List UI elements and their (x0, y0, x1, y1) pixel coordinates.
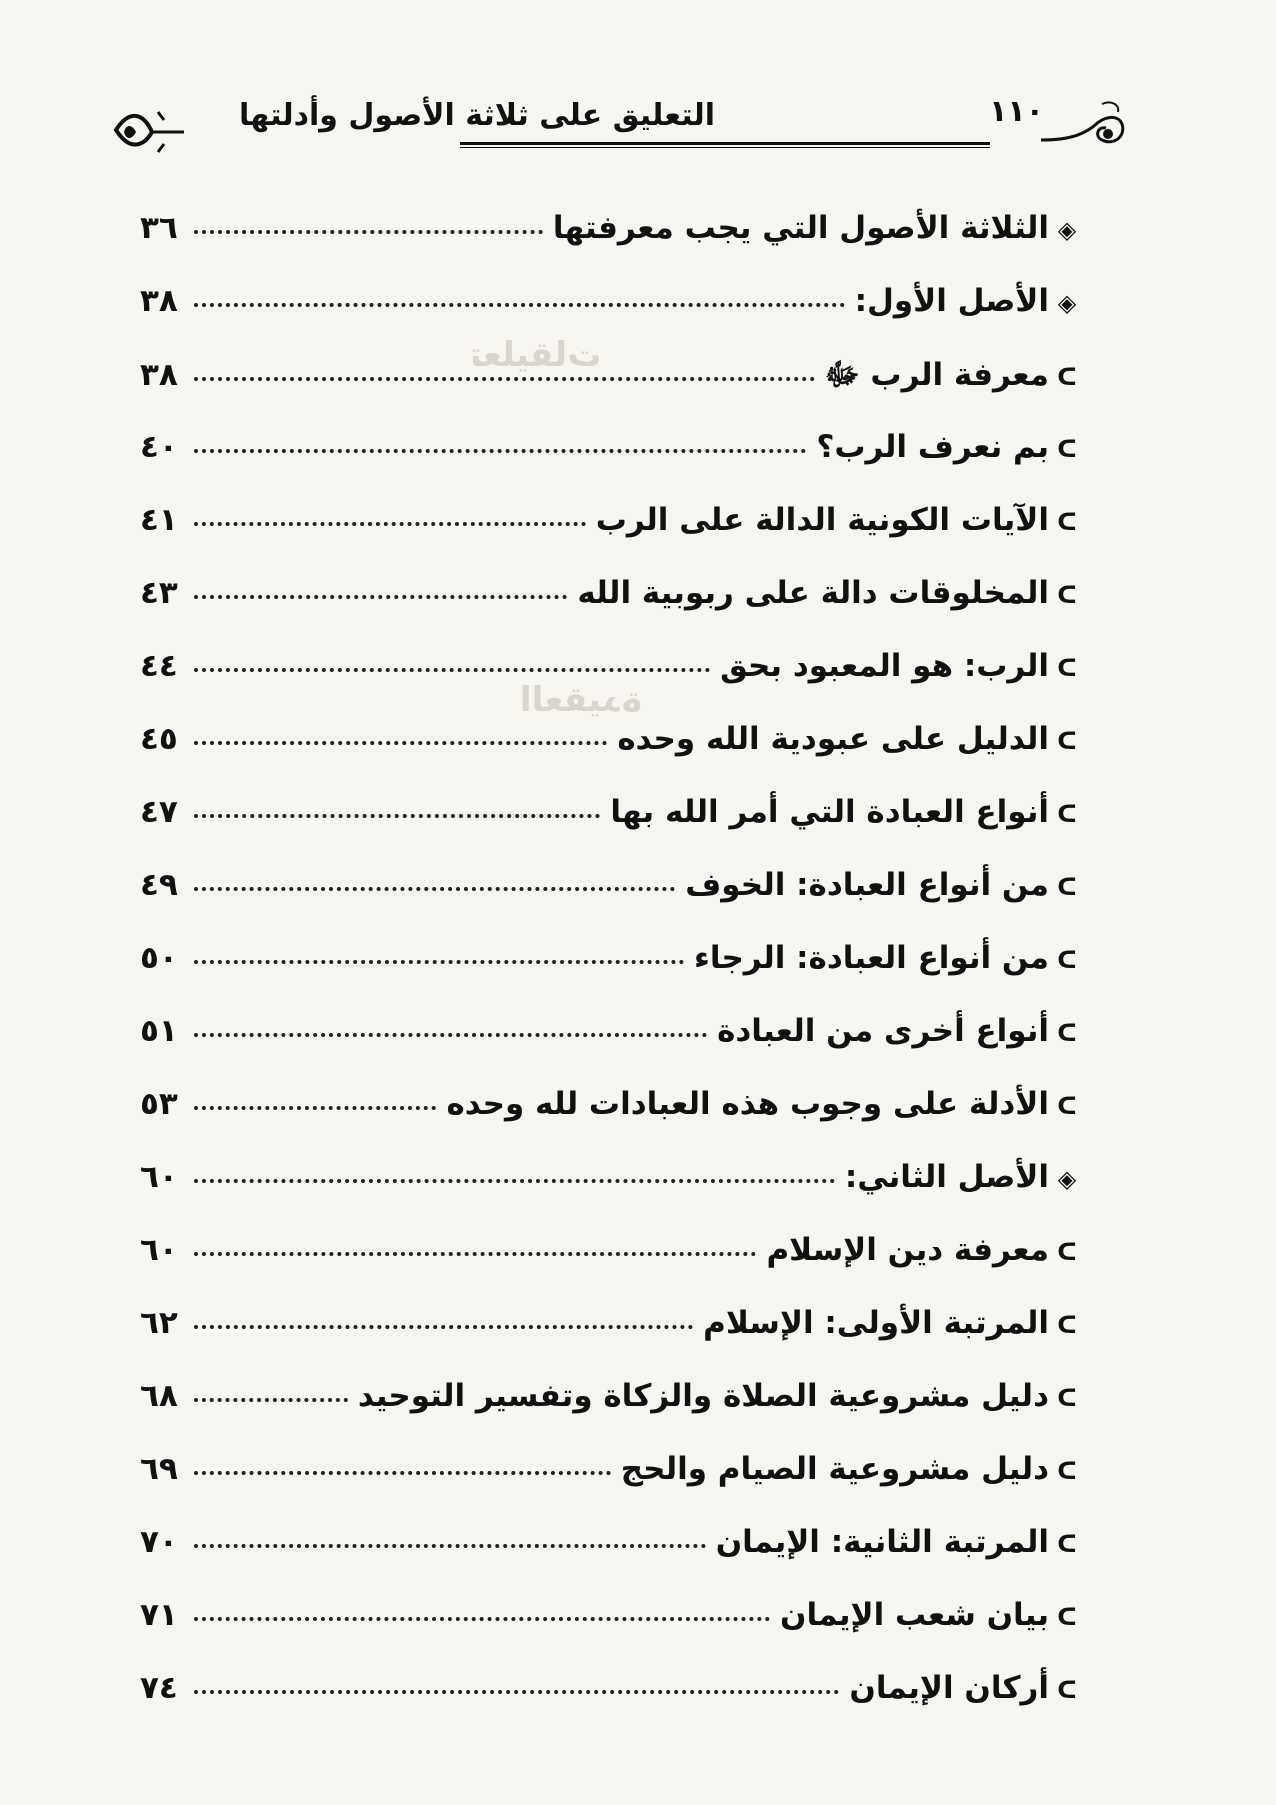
toc-entry-page: ٤٠ (140, 429, 178, 465)
toc-entry (140, 1013, 1085, 1086)
toc-entry-page: ٦٠ (140, 1232, 178, 1268)
dot-leader (194, 1544, 706, 1548)
toc-entry-page: ٥٣ (140, 1086, 178, 1122)
crescent-icon: ᑕ (1057, 1311, 1077, 1339)
toc-entry-page: ٤١ (140, 502, 178, 538)
table-of-contents (140, 210, 1085, 1743)
page-header (110, 88, 1110, 168)
toc-entry-title: الرب: هو المعبود بحق (720, 648, 1049, 684)
toc-entry-page: ٤٣ (140, 575, 178, 611)
diamond-icon: ◈ (1057, 289, 1077, 317)
crescent-icon: ᑕ (1057, 800, 1077, 828)
toc-entry-title: الأصل الأول: (854, 283, 1049, 319)
toc-entry-page: ٣٨ (140, 357, 178, 393)
crescent-icon: ᑕ (1057, 1457, 1077, 1485)
toc-entry-page: ٧٤ (140, 1670, 178, 1706)
dot-leader (194, 1033, 707, 1037)
dot-leader (194, 741, 607, 745)
toc-entry-title: من أنواع العبادة: الرجاء (693, 940, 1049, 976)
crescent-icon: ᑕ (1057, 727, 1077, 755)
toc-entry (140, 1232, 1085, 1305)
crescent-icon: ᑕ (1057, 1676, 1077, 1704)
toc-entry-title: الآيات الكونية الدالة على الرب (595, 502, 1049, 538)
toc-entry (140, 940, 1085, 1013)
toc-entry-page: ٤٥ (140, 721, 178, 757)
diamond-icon: ◈ (1057, 1165, 1077, 1193)
dot-leader (194, 1325, 693, 1329)
toc-entry-title: معرفة الرب ﷻ (824, 357, 1049, 393)
crescent-icon: ᑕ (1057, 508, 1077, 536)
toc-entry-title: المرتبة الأولى: الإسلام (703, 1305, 1049, 1341)
ornament-icon (1036, 96, 1126, 160)
toc-entry (140, 1159, 1085, 1232)
toc-entry (140, 575, 1085, 648)
dot-leader (194, 814, 600, 818)
toc-entry (140, 1524, 1085, 1597)
toc-entry (140, 1305, 1085, 1378)
toc-entry-page: ٣٦ (140, 210, 178, 246)
diamond-icon: ◈ (1057, 216, 1077, 244)
toc-entry-title: بيان شعب الإيمان (779, 1597, 1049, 1633)
ornament-icon (106, 96, 186, 164)
toc-entry (140, 429, 1085, 502)
toc-entry-title: المرتبة الثانية: الإيمان (715, 1524, 1049, 1560)
dot-leader (194, 1471, 611, 1475)
header-rule (460, 142, 990, 148)
toc-entry-title: الأدلة على وجوب هذه العبادات لله وحده (446, 1086, 1049, 1122)
dot-leader (194, 960, 684, 964)
dot-leader (194, 377, 815, 381)
dot-leader (194, 1617, 770, 1621)
toc-entry-page: ٦٢ (140, 1305, 178, 1341)
toc-entry-page: ٥٠ (140, 940, 178, 976)
toc-entry-title: بم نعرف الرب؟ (816, 429, 1049, 465)
toc-entry (140, 1451, 1085, 1524)
toc-entry (140, 648, 1085, 721)
toc-entry-title: دليل مشروعية الصيام والحج (620, 1451, 1049, 1487)
dot-leader (194, 1179, 835, 1183)
toc-entry-title: الأصل الثاني: (844, 1159, 1049, 1195)
toc-entry-title: أنواع العبادة التي أمر الله بها (610, 794, 1049, 830)
dot-leader (194, 1106, 436, 1110)
toc-entry (140, 721, 1085, 794)
toc-entry-title: الدليل على عبودية الله وحده (617, 721, 1049, 757)
crescent-icon: ᑕ (1057, 873, 1077, 901)
toc-entry (140, 1378, 1085, 1451)
crescent-icon: ᑕ (1057, 654, 1077, 682)
crescent-icon: ᑕ (1057, 363, 1077, 391)
toc-entry-page: ٥١ (140, 1013, 178, 1049)
dot-leader (194, 522, 586, 526)
toc-entry (140, 502, 1085, 575)
toc-entry-title: معرفة دين الإسلام (766, 1232, 1049, 1268)
toc-entry-page: ٧٠ (140, 1524, 178, 1560)
dot-leader (194, 1690, 839, 1694)
toc-entry-title: دليل مشروعية الصلاة والزكاة وتفسير التوحيد (357, 1378, 1049, 1414)
toc-entry (140, 210, 1085, 283)
crescent-icon: ᑕ (1057, 1603, 1077, 1631)
toc-entry-page: ٣٨ (140, 283, 178, 319)
dot-leader (194, 1252, 756, 1256)
crescent-icon: ᑕ (1057, 1092, 1077, 1120)
toc-entry-title: أركان الإيمان (849, 1670, 1049, 1706)
crescent-icon: ᑕ (1057, 1019, 1077, 1047)
toc-entry-title: من أنواع العبادة: الخوف (685, 867, 1049, 903)
crescent-icon: ᑕ (1057, 435, 1077, 463)
toc-entry-page: ٦٠ (140, 1159, 178, 1195)
crescent-icon: ᑕ (1057, 1384, 1077, 1412)
toc-entry-page: ٦٨ (140, 1378, 178, 1414)
dot-leader (194, 1398, 348, 1402)
bleed-through-text: تعليقات (470, 335, 602, 375)
running-title: التعليق على ثلاثة الأصول وأدلتها (239, 98, 715, 133)
dot-leader (194, 668, 710, 672)
toc-entry (140, 283, 1085, 356)
toc-entry (140, 794, 1085, 867)
crescent-icon: ᑕ (1057, 1238, 1077, 1266)
toc-entry-page: ٤٧ (140, 794, 178, 830)
bleed-through-text: العقيدة (520, 680, 642, 720)
toc-entry-page: ٦٩ (140, 1451, 178, 1487)
toc-entry (140, 867, 1085, 940)
crescent-icon: ᑕ (1057, 1530, 1077, 1558)
toc-entry (140, 1597, 1085, 1670)
toc-entry-page: ٧١ (140, 1597, 178, 1633)
toc-entry (140, 356, 1085, 429)
dot-leader (194, 887, 675, 891)
toc-entry-page: ٤٤ (140, 648, 178, 684)
toc-entry (140, 1086, 1085, 1159)
crescent-icon: ᑕ (1057, 946, 1077, 974)
toc-entry (140, 1670, 1085, 1743)
dot-leader (194, 449, 806, 453)
dot-leader (194, 230, 543, 234)
toc-entry-title: أنواع أخرى من العبادة (717, 1013, 1049, 1049)
crescent-icon: ᑕ (1057, 581, 1077, 609)
toc-entry-page: ٤٩ (140, 867, 178, 903)
toc-entry-title: المخلوقات دالة على ربوبية الله (577, 575, 1049, 611)
dot-leader (194, 303, 845, 307)
page-number: ١١٠ (989, 94, 1044, 129)
dot-leader (194, 595, 567, 599)
toc-entry-title: الثلاثة الأصول التي يجب معرفتها (552, 210, 1049, 246)
